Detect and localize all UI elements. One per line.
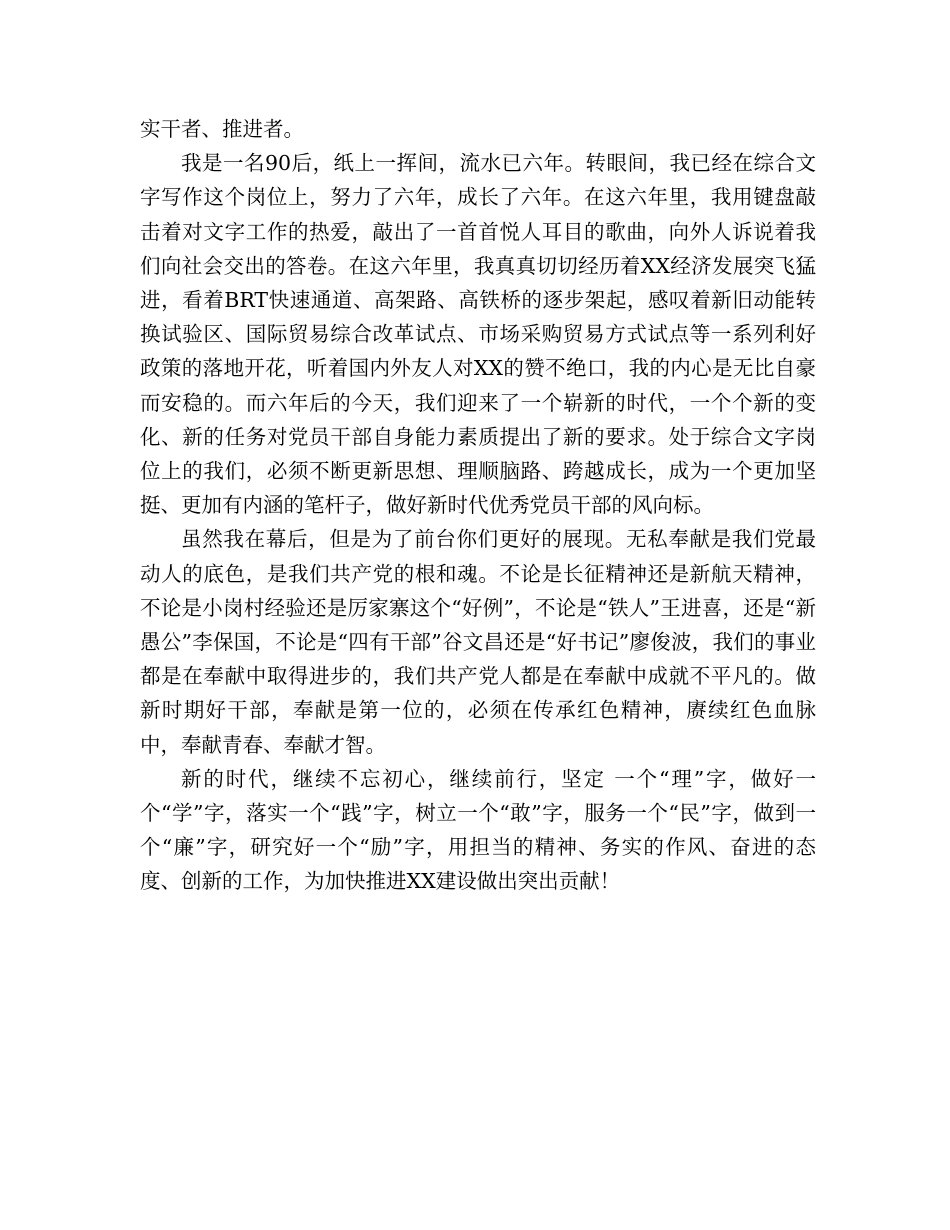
paragraph-six-years: 我是一名90后，纸上一挥间，流水已六年。转眼间，我已经在综合文字写作这个岗位上，努力了六年，成长了六年。在这六年里，我用键盘敲击着对文字工作的热爱，敲出了一首首悦人耳目的歌曲，向外人诉说着我们向社会交出的答卷。在这六年里，我真真切切经历着XX经济发展突飞猛进，看着BRT快速通道、高架路、高铁桥的逐步架起，感叹着新旧动能转换试验区、国际贸易综合改革试点、市场采购贸易方式试点等一系列利好政策的落地开花，听着国内外友人对XX的赞不绝口，我的内心是无比自豪而安稳的。而六年后的今天，我们迎来了一个崭新的时代，一个个新的变化、新的任务对党员干部自身能力素质提出了新的要求。处于综合文字岗位上的我们，必须不断更新思想、理顺脑路、跨越成长，成为一个更加坚挺、更加有内涵的笔杆子，做好新时代优秀党员干部的风向标。	[140, 151, 816, 518]
document-body	[140, 112, 816, 899]
paragraph-new-era: 新的时代，继续不忘初心，继续前行，坚定 一个“理”字，做好一个“学”字，落实一个“践”字，树立一个“敢”字，服务一个“民”字，做到一个“廉”字，研究好一个“励”字，用担当的精神、务实的作风、奋进的态度、创新的工作，为加快推进XX建设做出突出贡献！	[140, 766, 816, 894]
paragraph-continuation: 实干者、推进者。	[140, 117, 304, 141]
paragraph-dedication: 虽然我在幕后，但是为了前台你们更好的展现。无私奉献是我们党最动人的底色，是我们共产党的根和魂。不论是长征精神还是新航天精神，不论是小岗村经验还是厉家寨这个“好例”，不论是“铁人”王进喜，还是“新愚公”李保国，不论是“四有干部”谷文昌还是“好书记”廖俊波，我们的事业都是在奉献中取得进步的，我们共产党人都是在奉献中成就不平凡的。做新时期好干部，奉献是第一位的，必须在传承红色精神，赓续红色血脉中，奉献青春、奉献才智。	[140, 527, 816, 757]
